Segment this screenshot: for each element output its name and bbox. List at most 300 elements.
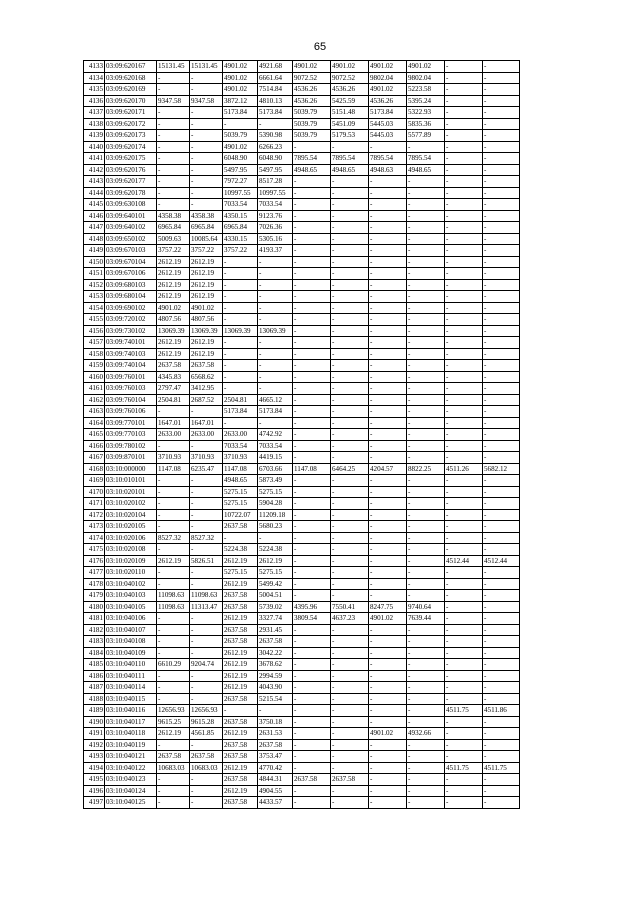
table-cell: -: [369, 452, 407, 464]
table-cell: 9347.58: [157, 95, 190, 107]
table-cell: -: [190, 406, 223, 418]
table-cell: -: [483, 130, 520, 142]
table-cell: 9615.28: [190, 716, 223, 728]
table-cell: 4901.02: [190, 302, 223, 314]
table-cell: -: [157, 118, 190, 130]
table-cell: 4171: [84, 498, 105, 510]
table-cell: -: [293, 429, 331, 441]
table-cell: 2612.19: [258, 555, 293, 567]
table-cell: -: [483, 521, 520, 533]
table-cell: -: [407, 509, 445, 521]
table-cell: 2612.19: [157, 348, 190, 360]
table-cell: -: [483, 429, 520, 441]
table-cell: -: [445, 371, 483, 383]
table-cell: -: [223, 314, 258, 326]
table-row: [84, 716, 520, 728]
table-cell: 03:10:040114: [105, 682, 157, 694]
table-cell: -: [483, 498, 520, 510]
table-cell: 4159: [84, 360, 105, 372]
table-cell: 4138: [84, 118, 105, 130]
table-cell: 5039.79: [293, 130, 331, 142]
table-cell: 5682.12: [483, 463, 520, 475]
table-cell: -: [293, 440, 331, 452]
table-cell: -: [445, 302, 483, 314]
table-cell: -: [293, 797, 331, 809]
table-cell: 4511.26: [445, 463, 483, 475]
table-cell: 4195: [84, 774, 105, 786]
table-cell: -: [407, 486, 445, 498]
table-cell: 2504.81: [223, 394, 258, 406]
table-cell: -: [445, 268, 483, 280]
table-cell: -: [445, 314, 483, 326]
table-cell: -: [293, 291, 331, 303]
data-table: [83, 60, 520, 809]
table-cell: -: [369, 739, 407, 751]
table-cell: -: [445, 544, 483, 556]
table-cell: 4193.37: [258, 245, 293, 257]
table-row: [84, 153, 520, 165]
table-cell: 5390.98: [258, 130, 293, 142]
table-cell: -: [407, 429, 445, 441]
table-cell: -: [483, 325, 520, 337]
table-cell: -: [483, 797, 520, 809]
table-cell: -: [190, 164, 223, 176]
table-cell: -: [258, 348, 293, 360]
table-cell: -: [483, 371, 520, 383]
table-cell: -: [445, 118, 483, 130]
table-row: [84, 325, 520, 337]
table-cell: -: [445, 429, 483, 441]
table-cell: 5173.84: [369, 107, 407, 119]
table-cell: 03:09:680103: [105, 279, 157, 291]
table-cell: 4161: [84, 383, 105, 395]
table-cell: 2637.58: [223, 739, 258, 751]
table-cell: -: [190, 199, 223, 211]
table-cell: -: [445, 383, 483, 395]
table-row: [84, 624, 520, 636]
table-cell: 03:10:040124: [105, 785, 157, 797]
table-cell: 4150: [84, 256, 105, 268]
table-cell: -: [369, 567, 407, 579]
table-cell: -: [258, 337, 293, 349]
table-cell: 4512.44: [445, 555, 483, 567]
table-cell: -: [407, 233, 445, 245]
table-cell: -: [258, 291, 293, 303]
table-cell: 3710.93: [157, 452, 190, 464]
table-cell: -: [369, 245, 407, 257]
table-cell: 5826.51: [190, 555, 223, 567]
table-cell: -: [483, 452, 520, 464]
table-cell: 4151: [84, 268, 105, 280]
table-cell: 03:09:730102: [105, 325, 157, 337]
table-cell: 15131.45: [190, 61, 223, 73]
table-row: [84, 130, 520, 142]
table-cell: 4189: [84, 705, 105, 717]
table-cell: 03:09:620167: [105, 61, 157, 73]
table-row: [84, 314, 520, 326]
table-cell: -: [293, 555, 331, 567]
table-cell: -: [293, 509, 331, 521]
table-cell: -: [445, 245, 483, 257]
table-row: [84, 256, 520, 268]
table-cell: -: [258, 417, 293, 429]
table-cell: 6965.84: [223, 222, 258, 234]
table-cell: -: [223, 360, 258, 372]
table-cell: -: [369, 268, 407, 280]
table-cell: -: [190, 72, 223, 84]
table-cell: 03:09:640102: [105, 222, 157, 234]
table-cell: -: [483, 268, 520, 280]
table-cell: 5275.15: [258, 567, 293, 579]
table-cell: -: [190, 647, 223, 659]
table-row: [84, 302, 520, 314]
table-cell: 4330.15: [223, 233, 258, 245]
table-cell: -: [258, 279, 293, 291]
table-cell: 03:10:040118: [105, 728, 157, 740]
table-cell: -: [445, 567, 483, 579]
table-cell: -: [445, 164, 483, 176]
table-row: [84, 498, 520, 510]
table-cell: -: [293, 716, 331, 728]
table-cell: 8527.32: [157, 532, 190, 544]
table-cell: 03:09:760103: [105, 383, 157, 395]
table-cell: 7639.44: [407, 613, 445, 625]
table-cell: -: [190, 578, 223, 590]
table-cell: -: [483, 774, 520, 786]
table-row: [84, 406, 520, 418]
table-cell: -: [369, 383, 407, 395]
table-cell: -: [293, 785, 331, 797]
table-cell: 5039.79: [223, 130, 258, 142]
table-cell: -: [331, 521, 369, 533]
table-cell: -: [331, 567, 369, 579]
table-row: [84, 394, 520, 406]
table-cell: -: [369, 509, 407, 521]
table-cell: -: [293, 659, 331, 671]
table-cell: 3757.22: [223, 245, 258, 257]
table-cell: -: [223, 705, 258, 717]
table-cell: -: [293, 187, 331, 199]
table-cell: -: [331, 222, 369, 234]
table-cell: 03:10:040110: [105, 659, 157, 671]
table-cell: 03:10:040107: [105, 624, 157, 636]
table-row: [84, 245, 520, 257]
table-cell: -: [293, 682, 331, 694]
table-cell: 03:09:620170: [105, 95, 157, 107]
table-cell: -: [483, 486, 520, 498]
table-cell: 4197: [84, 797, 105, 809]
table-cell: -: [223, 417, 258, 429]
table-cell: 2612.19: [190, 348, 223, 360]
table-cell: -: [483, 590, 520, 602]
table-cell: 5215.54: [258, 693, 293, 705]
table-cell: 4901.02: [369, 84, 407, 96]
table-cell: 03:10:040119: [105, 739, 157, 751]
table-row: [84, 141, 520, 153]
table-cell: -: [407, 291, 445, 303]
table-cell: -: [293, 647, 331, 659]
table-cell: -: [293, 636, 331, 648]
table-cell: 5835.36: [407, 118, 445, 130]
table-cell: -: [445, 72, 483, 84]
table-cell: -: [445, 187, 483, 199]
table-cell: -: [331, 739, 369, 751]
table-cell: -: [331, 429, 369, 441]
table-cell: -: [483, 210, 520, 222]
table-cell: -: [407, 532, 445, 544]
table-cell: -: [369, 210, 407, 222]
table-cell: -: [407, 762, 445, 774]
table-cell: -: [190, 498, 223, 510]
table-cell: -: [483, 187, 520, 199]
table-cell: 4901.02: [369, 613, 407, 625]
table-cell: -: [407, 187, 445, 199]
table-cell: 03:09:870101: [105, 452, 157, 464]
table-cell: 4948.63: [369, 164, 407, 176]
table-cell: -: [190, 107, 223, 119]
table-cell: 7026.36: [258, 222, 293, 234]
table-cell: 03:09:620177: [105, 176, 157, 188]
table-cell: 03:10:020104: [105, 509, 157, 521]
table-cell: 4395.96: [293, 601, 331, 613]
table-cell: -: [445, 578, 483, 590]
table-cell: -: [483, 394, 520, 406]
table-cell: -: [331, 417, 369, 429]
table-cell: 4901.02: [223, 61, 258, 73]
table-cell: -: [223, 291, 258, 303]
table-cell: 2637.58: [223, 693, 258, 705]
table-cell: -: [445, 613, 483, 625]
table-cell: -: [483, 624, 520, 636]
table-cell: -: [407, 176, 445, 188]
table-cell: -: [369, 348, 407, 360]
table-cell: -: [293, 383, 331, 395]
table-cell: -: [331, 141, 369, 153]
table-cell: 03:09:760106: [105, 406, 157, 418]
table-cell: 4419.15: [258, 452, 293, 464]
table-cell: -: [407, 647, 445, 659]
table-cell: 2994.59: [258, 670, 293, 682]
table-cell: -: [157, 164, 190, 176]
table-cell: -: [293, 245, 331, 257]
table-cell: -: [407, 567, 445, 579]
table-row: [84, 429, 520, 441]
table-cell: -: [483, 544, 520, 556]
table-cell: 03:10:040106: [105, 613, 157, 625]
table-cell: -: [157, 84, 190, 96]
table-cell: -: [331, 682, 369, 694]
table-cell: 4133: [84, 61, 105, 73]
table-cell: -: [331, 659, 369, 671]
table-cell: 5904.28: [258, 498, 293, 510]
table-cell: -: [483, 84, 520, 96]
table-cell: -: [331, 187, 369, 199]
table-cell: -: [293, 521, 331, 533]
table-cell: 4350.15: [223, 210, 258, 222]
table-cell: -: [293, 406, 331, 418]
table-cell: 2637.58: [223, 774, 258, 786]
table-cell: 4561.85: [190, 728, 223, 740]
table-cell: -: [483, 785, 520, 797]
table-cell: 4168: [84, 463, 105, 475]
table-cell: 5680.23: [258, 521, 293, 533]
table-cell: 03:09:620178: [105, 187, 157, 199]
table-cell: -: [369, 716, 407, 728]
table-cell: -: [331, 302, 369, 314]
table-cell: -: [445, 394, 483, 406]
table-cell: 4536.26: [369, 95, 407, 107]
table-cell: -: [293, 624, 331, 636]
table-cell: -: [445, 84, 483, 96]
table-cell: 10997.55: [258, 187, 293, 199]
table-row: [84, 659, 520, 671]
table-cell: 4193: [84, 751, 105, 763]
table-cell: 2931.45: [258, 624, 293, 636]
table-row: [84, 774, 520, 786]
table-cell: 5873.49: [258, 475, 293, 487]
table-cell: -: [157, 475, 190, 487]
table-cell: 6965.84: [190, 222, 223, 234]
table-cell: -: [407, 348, 445, 360]
table-cell: -: [407, 452, 445, 464]
table-cell: -: [331, 325, 369, 337]
table-cell: -: [445, 498, 483, 510]
table-cell: 3327.74: [258, 613, 293, 625]
table-cell: 03:10:020109: [105, 555, 157, 567]
table-cell: -: [157, 739, 190, 751]
table-row: [84, 647, 520, 659]
table-cell: 4140: [84, 141, 105, 153]
table-cell: -: [258, 314, 293, 326]
table-cell: 5305.16: [258, 233, 293, 245]
table-row: [84, 199, 520, 211]
table-row: [84, 728, 520, 740]
table-cell: -: [157, 199, 190, 211]
table-cell: -: [369, 797, 407, 809]
table-cell: -: [258, 268, 293, 280]
table-cell: 7033.54: [258, 440, 293, 452]
table-row: [84, 670, 520, 682]
table-cell: 8517.28: [258, 176, 293, 188]
table-cell: -: [445, 452, 483, 464]
table-cell: 2612.19: [190, 291, 223, 303]
table-cell: -: [407, 337, 445, 349]
table-cell: -: [445, 532, 483, 544]
table-cell: -: [407, 440, 445, 452]
table-cell: -: [407, 670, 445, 682]
table-row: [84, 176, 520, 188]
table-cell: -: [157, 693, 190, 705]
table-cell: -: [293, 141, 331, 153]
table-cell: 03:10:040108: [105, 636, 157, 648]
table-row: [84, 279, 520, 291]
table-row: [84, 452, 520, 464]
table-cell: -: [407, 636, 445, 648]
table-cell: 6048.90: [223, 153, 258, 165]
table-cell: 3412.95: [190, 383, 223, 395]
table-cell: -: [190, 797, 223, 809]
table-cell: -: [407, 774, 445, 786]
table-cell: 5275.15: [223, 498, 258, 510]
table-cell: -: [407, 590, 445, 602]
table-cell: 4181: [84, 613, 105, 625]
table-cell: -: [331, 406, 369, 418]
table-cell: -: [407, 245, 445, 257]
table-cell: 03:09:620172: [105, 118, 157, 130]
table-cell: 2637.58: [190, 360, 223, 372]
table-cell: -: [407, 199, 445, 211]
table-cell: -: [407, 705, 445, 717]
table-cell: -: [190, 440, 223, 452]
table-cell: -: [369, 302, 407, 314]
table-cell: 4165: [84, 429, 105, 441]
table-cell: -: [445, 590, 483, 602]
table-cell: -: [157, 176, 190, 188]
table-cell: 2612.19: [223, 762, 258, 774]
table-body: [84, 61, 520, 809]
table-cell: 2612.19: [223, 659, 258, 671]
table-cell: 03:10:040102: [105, 578, 157, 590]
table-cell: -: [293, 337, 331, 349]
table-cell: 4345.83: [157, 371, 190, 383]
table-cell: 4770.42: [258, 762, 293, 774]
table-cell: 10722.07: [223, 509, 258, 521]
table-cell: -: [445, 521, 483, 533]
table-cell: -: [223, 383, 258, 395]
table-cell: -: [407, 279, 445, 291]
table-cell: 4169: [84, 475, 105, 487]
table-cell: 2612.19: [190, 256, 223, 268]
table-cell: 5395.24: [407, 95, 445, 107]
table-cell: -: [483, 739, 520, 751]
table-cell: -: [331, 716, 369, 728]
table-cell: 4810.13: [258, 95, 293, 107]
table-cell: 4146: [84, 210, 105, 222]
table-cell: 4174: [84, 532, 105, 544]
table-cell: 9802.04: [369, 72, 407, 84]
table-cell: 4135: [84, 84, 105, 96]
table-cell: -: [483, 636, 520, 648]
table-cell: -: [407, 739, 445, 751]
table-cell: 2637.58: [190, 751, 223, 763]
table-cell: -: [258, 371, 293, 383]
table-cell: 4143: [84, 176, 105, 188]
table-cell: -: [369, 624, 407, 636]
table-cell: -: [157, 647, 190, 659]
table-cell: 6464.25: [331, 463, 369, 475]
table-cell: 4180: [84, 601, 105, 613]
table-cell: -: [369, 406, 407, 418]
table-cell: -: [190, 682, 223, 694]
table-cell: 2637.58: [157, 751, 190, 763]
table-cell: -: [293, 693, 331, 705]
table-cell: -: [483, 291, 520, 303]
table-cell: 1647.01: [157, 417, 190, 429]
table-cell: -: [369, 521, 407, 533]
table-cell: 4144: [84, 187, 105, 199]
table-cell: 2612.19: [157, 291, 190, 303]
table-cell: 03:09:640101: [105, 210, 157, 222]
table-cell: -: [369, 751, 407, 763]
table-row: [84, 751, 520, 763]
table-cell: -: [331, 498, 369, 510]
table-cell: 03:09:720102: [105, 314, 157, 326]
table-cell: -: [331, 670, 369, 682]
table-cell: 2612.19: [157, 279, 190, 291]
table-cell: -: [445, 601, 483, 613]
table-cell: -: [258, 256, 293, 268]
table-cell: -: [331, 578, 369, 590]
